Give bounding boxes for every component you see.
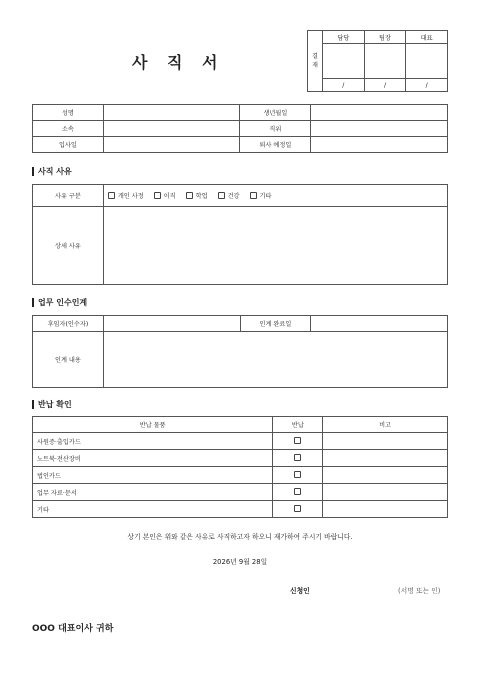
checkbox-icon[interactable]	[294, 471, 301, 478]
return-item-name: 노트북·전산장비	[33, 450, 273, 467]
successor-label: 후임자(인수자)	[33, 316, 104, 332]
approval-side-label: 결 재	[308, 31, 323, 92]
table-row	[33, 484, 448, 501]
reason-section-heading	[32, 166, 72, 177]
reason-table	[32, 184, 448, 285]
position-field[interactable]	[311, 121, 448, 137]
table-row	[33, 450, 448, 467]
option-label: 기타	[259, 192, 272, 200]
resign-date-field[interactable]	[311, 137, 448, 153]
return-check[interactable]	[273, 433, 323, 450]
table-row	[33, 467, 448, 484]
handover-content-label: 인계 내용	[33, 332, 104, 388]
return-col-note: 비고	[323, 417, 448, 433]
checkbox-icon[interactable]	[250, 192, 257, 199]
resign-date-label: 퇴사 예정일	[240, 137, 311, 153]
approval-date-ceo[interactable]: /	[406, 79, 448, 92]
name-field[interactable]	[103, 105, 240, 121]
handover-complete-label: 인계 완료일	[240, 316, 311, 332]
checkbox-icon[interactable]	[186, 192, 193, 199]
approval-sign-teamlead[interactable]	[364, 44, 406, 79]
applicant-label: 신청인	[290, 587, 310, 595]
addressee: OOO 대표이사 귀하	[32, 624, 114, 634]
approval-sign-ceo[interactable]	[406, 44, 448, 79]
department-label: 소속	[33, 121, 104, 137]
hire-date-label: 입사일	[33, 137, 104, 153]
return-check[interactable]	[273, 467, 323, 484]
checkbox-icon[interactable]	[218, 192, 225, 199]
handover-complete-field[interactable]	[311, 316, 448, 332]
submission-date: 2026년 9월 28일	[212, 558, 268, 566]
return-table	[32, 416, 448, 518]
return-section-heading	[32, 399, 72, 410]
approval-date-staff[interactable]: /	[323, 79, 365, 92]
return-note-field[interactable]	[323, 433, 448, 450]
return-check[interactable]	[273, 501, 323, 518]
reason-heading-text: 사직 사유	[38, 167, 72, 176]
reason-option-study[interactable]	[186, 191, 208, 200]
reason-option-other[interactable]	[250, 191, 272, 200]
option-label: 이직	[163, 192, 176, 200]
reason-option-personal[interactable]	[108, 191, 144, 200]
checkbox-icon[interactable]	[294, 454, 301, 461]
approval-header-teamlead: 팀장	[364, 31, 406, 44]
checkbox-icon[interactable]	[294, 437, 301, 444]
checkbox-icon[interactable]	[154, 192, 161, 199]
reason-detail-field[interactable]	[103, 207, 447, 285]
table-row	[33, 433, 448, 450]
name-label: 성명	[33, 105, 104, 121]
approval-sign-staff[interactable]	[323, 44, 365, 79]
table-row	[33, 501, 448, 518]
reason-option-job-change[interactable]	[154, 191, 176, 200]
birthdate-field[interactable]	[311, 105, 448, 121]
checkbox-icon[interactable]	[108, 192, 115, 199]
approval-table	[307, 30, 448, 92]
handover-table	[32, 315, 448, 388]
return-note-field[interactable]	[323, 450, 448, 467]
successor-field[interactable]	[103, 316, 240, 332]
position-label: 직위	[240, 121, 311, 137]
approval-date-teamlead[interactable]: /	[364, 79, 406, 92]
approval-header-ceo: 대표	[406, 31, 448, 44]
option-label: 건강	[227, 192, 240, 200]
return-item-name: 법인카드	[33, 467, 273, 484]
return-check[interactable]	[273, 484, 323, 501]
approval-header-staff: 담당	[323, 31, 365, 44]
handover-content-field[interactable]	[103, 332, 447, 388]
return-note-field[interactable]	[323, 467, 448, 484]
section-marker	[32, 298, 34, 307]
hire-date-field[interactable]	[103, 137, 240, 153]
page-title: 사 직 서	[132, 53, 225, 72]
signature-hint[interactable]: (서명 또는 인)	[398, 587, 441, 595]
birthdate-label: 생년월일	[240, 105, 311, 121]
option-label: 개인 사정	[117, 192, 144, 200]
return-item-name: 업무 자료·문서	[33, 484, 273, 501]
section-marker	[32, 400, 34, 409]
reason-option-health[interactable]	[218, 191, 240, 200]
return-check[interactable]	[273, 450, 323, 467]
return-col-item: 반납 물품	[33, 417, 273, 433]
department-field[interactable]	[103, 121, 240, 137]
return-note-field[interactable]	[323, 484, 448, 501]
return-col-returned: 반납	[273, 417, 323, 433]
option-label: 학업	[195, 192, 208, 200]
checkbox-icon[interactable]	[294, 488, 301, 495]
return-note-field[interactable]	[323, 501, 448, 518]
return-heading-text: 반납 확인	[38, 400, 72, 409]
handover-section-heading	[32, 297, 87, 308]
section-marker	[32, 167, 34, 176]
return-item-name: 사원증·출입카드	[33, 433, 273, 450]
handover-heading-text: 업무 인수인계	[38, 298, 88, 307]
checkbox-icon[interactable]	[294, 505, 301, 512]
resignation-statement: 상기 본인은 위와 같은 사유로 사직하고자 하오니 재가하여 주시기 바랍니다.	[127, 533, 353, 541]
employee-info-table	[32, 104, 448, 153]
reason-detail-label: 상세 사유	[33, 207, 104, 285]
reason-category-label: 사유 구분	[33, 185, 104, 207]
reason-options	[103, 185, 447, 207]
return-item-name: 기타	[33, 501, 273, 518]
